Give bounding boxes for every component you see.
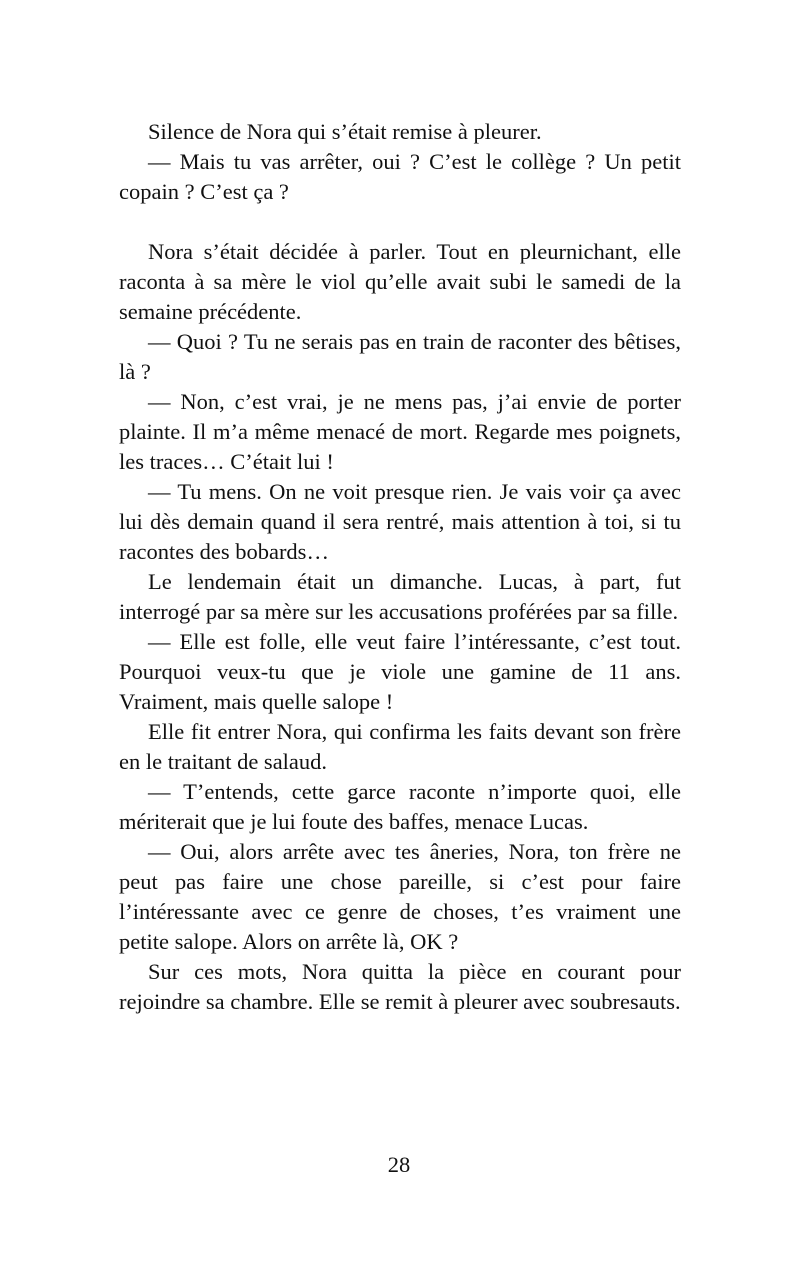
paragraph: Elle fit entrer Nora, qui confirma les faits devant son frère en le traitant de salaud. [119, 719, 681, 774]
section-break [119, 207, 681, 237]
paragraph: Le lendemain était un dimanche. Lucas, à part, fut interrogé par sa mère sur les accusations proférées par sa fille. [119, 569, 681, 624]
page-body [119, 117, 681, 1017]
paragraph: — Tu mens. On ne voit presque rien. Je vais voir ça avec lui dès demain quand il sera rentré, mais attention à toi, si tu racontes des bobards… [119, 479, 681, 564]
paragraph: — Elle est folle, elle veut faire l’intéressante, c’est tout. Pourquoi veux-tu que je viole une gamine de 11 ans. Vraiment, mais quelle salope ! [119, 629, 681, 714]
paragraph: — T’entends, cette garce raconte n’importe quoi, elle mériterait que je lui foute des baffes, menace Lucas. [119, 779, 681, 834]
paragraph: — Oui, alors arrête avec tes âneries, Nora, ton frère ne peut pas faire une chose pareille, si c’est pour faire l’intéressante avec ce genre de choses, t’es vraiment une petite salope. Alors on arrête là, OK ? [119, 839, 681, 954]
paragraph: Sur ces mots, Nora quitta la pièce en courant pour rejoindre sa chambre. Elle se remit à pleurer avec soubresauts. [119, 959, 681, 1014]
paragraph: Silence de Nora qui s’était remise à pleurer. [148, 119, 542, 144]
paragraph: — Mais tu vas arrêter, oui ? C’est le collège ? Un petit copain ? C’est ça ? [119, 149, 681, 204]
page-number: 28 [387, 1152, 411, 1177]
paragraph: — Non, c’est vrai, je ne mens pas, j’ai envie de porter plainte. Il m’a même menacé de mort. Regarde mes poignets, les traces… C’était lui ! [119, 389, 681, 474]
paragraph: Nora s’était décidée à parler. Tout en pleurnichant, elle raconta à sa mère le viol qu’elle avait subi le samedi de la semaine précédente. [119, 239, 681, 324]
paragraph: — Quoi ? Tu ne serais pas en train de raconter des bêtises, là ? [119, 329, 681, 384]
